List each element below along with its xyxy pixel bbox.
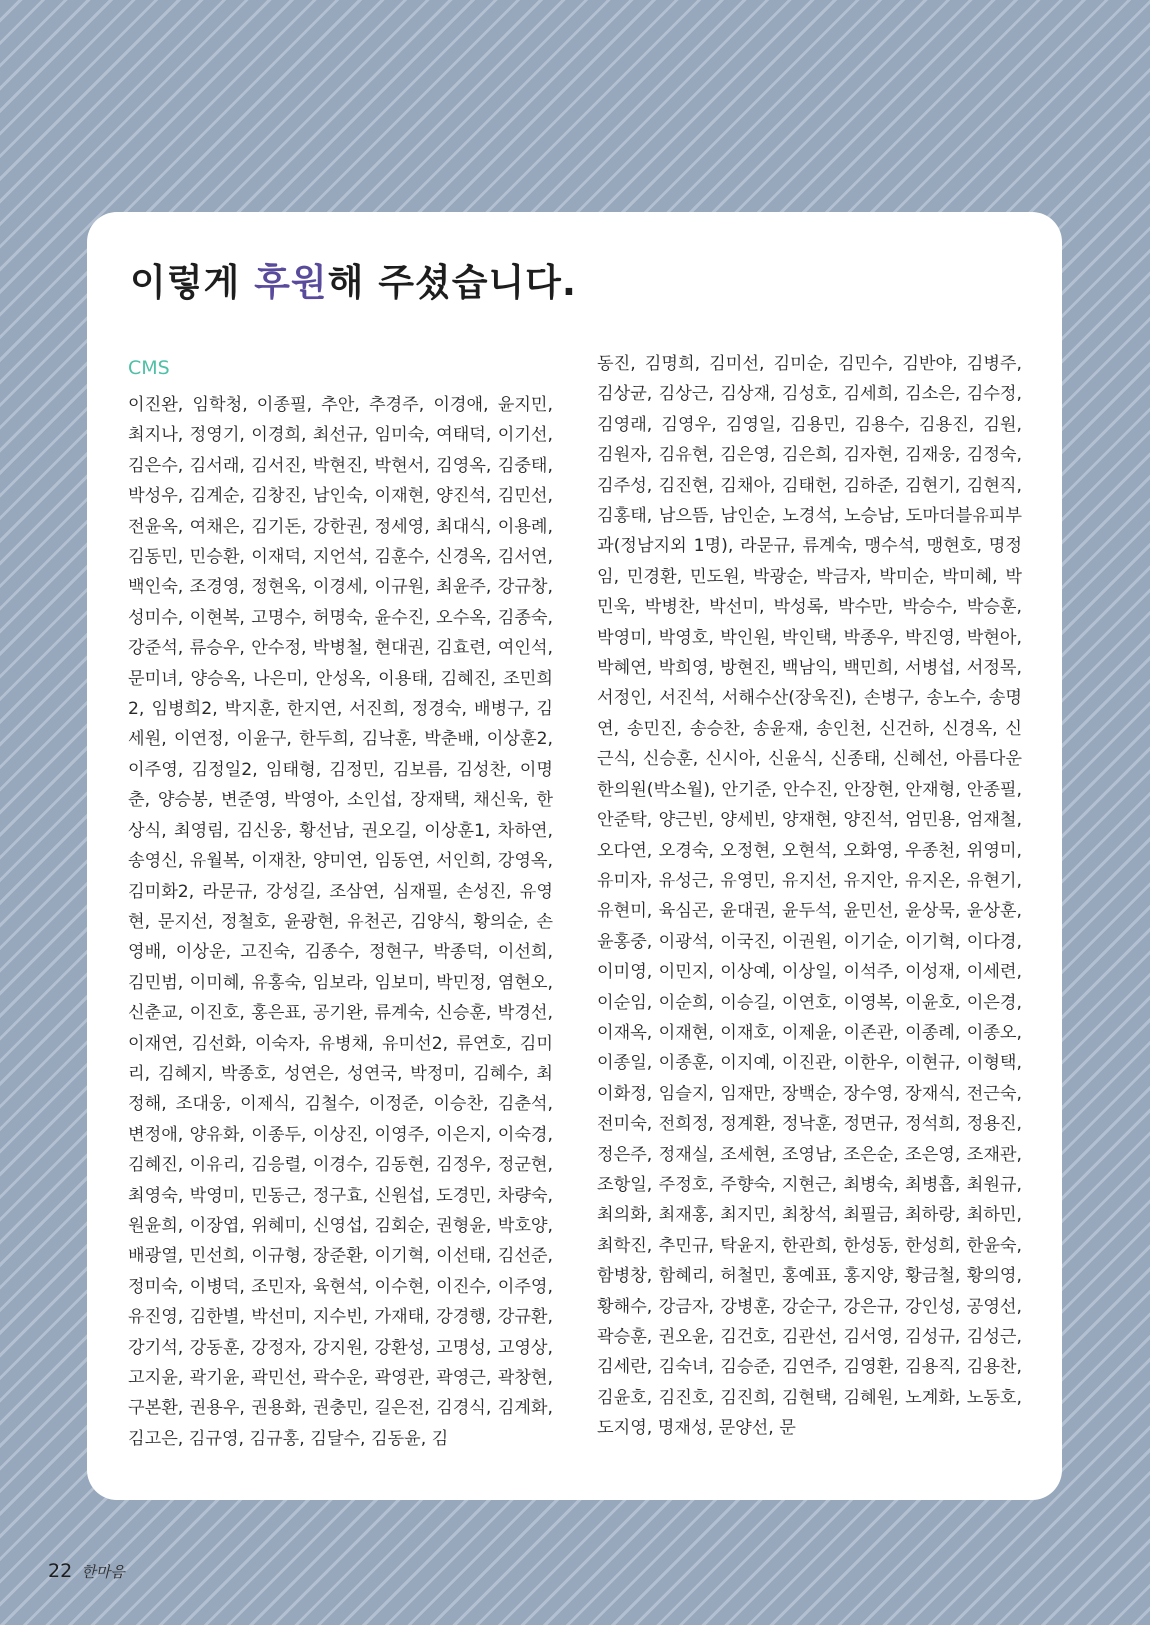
donor-column-left — [128, 352, 553, 1454]
page-number: 22 — [48, 1560, 73, 1582]
donor-list-card — [87, 212, 1062, 1500]
donor-names-left: 이진완, 임학청, 이종필, 추안, 추경주, 이경애, 윤지민, 최지나, 정영기, 이경희, 최선규, 임미숙, 여태덕, 이기선, 김은수, 김서래, 김서진, 박현진, 박현서, 김영옥, 김중태, 박성우, 김계순, 김창진, 남인숙, 이재현, 양진석, 김민선, 전윤옥, 여채은, 김기돈, 강한권, 정세영, 최대식, 이용례, 김동민, 민승환, 이재덕, 지언석, 김훈수, 신경옥, 김서연, 백인숙, 조경영, 정현옥, 이경세, 이규원, 최윤주, 강규창, 성미수, 이현복, 고명수, 허명숙, 윤수진, 오수옥, 김종숙, 강준석, 류승우, 안수정, 박병철, 현대권, 김효련, 여인석, 문미녀, 양승옥, 나은미, 안성옥, 이용태, 김혜진, 조민희2, 임병희2, 박지훈, 한지연, 서진희, 정경숙, 배병구, 김세원, 이연정, 이윤구, 한두희, 김낙훈, 박춘배, 이상훈2, 이주영, 김정일2, 임태형, 김정민, 김보름, 김성찬, 이명춘, 양승봉, 변준영, 박영아, 소인섭, 장재택, 채신욱, 한상식, 최영림, 김신웅, 황선남, 권오길, 이상훈1, 차하연, 송영신, 유월복, 이재찬, 양미연, 임동연, 서인희, 강영옥, 김미화2, 라문규, 강성길, 조삼연, 심재필, 손성진, 유영현, 문지선, 정철호, 윤광현, 유천곤, 김양식, 황의순, 손영배, 이상운, 고진숙, 김종수, 정현구, 박종덕, 이선희, 김민범, 이미혜, 유홍숙, 임보라, 임보미, 박민정, 염현오, 신춘교, 이진호, 홍은표, 공기완, 류계숙, 신승훈, 박경선, 이재연, 김선화, 이숙자, 유병채, 유미선2, 류연호, 김미리, 김혜지, 박종호, 성연은, 성연국, 박정미, 김혜수, 최정해, 조대웅, 이제식, 김철수, 이정준, 이승찬, 김춘석, 변정애, 양유화, 이종두, 이상진, 이영주, 이은지, 이숙경, 김혜진, 이유리, 김응렬, 이경수, 김동현, 김정우, 정군현, 최영숙, 박영미, 민동근, 정구효, 신원섭, 도경민, 차량숙, 원윤희, 이장엽, 위혜미, 신영섭, 김회순, 권형윤, 박호양, 배광열, 민선희, 이규형, 장준환, 이기혁, 이선태, 김선준, 정미숙, 이병덕, 조민자, 육현석, 이수현, 이진수, 이주영, 유진영, 김한별, 박선미, 지수빈, 가재태, 강경행, 강규환, 강기석, 강동훈, 강정자, 강지원, 강환성, 고명성, 고영상, 고지윤, 곽기윤, 곽민선, 곽수운, 곽영관, 곽영근, 곽창현, 구본환, 권용우, 권용화, 권충민, 길은전, 김경식, 김계화, 김고은, 김규영, 김규홍, 김달수, 김동윤, 김 — [128, 395, 553, 1449]
page-title — [130, 252, 577, 306]
title-text-before: 이렇게 — [130, 261, 255, 304]
magazine-logo: 한마음 — [81, 1563, 125, 1581]
title-text-after: 해 주셨습니다. — [327, 261, 577, 304]
page-footer — [48, 1560, 125, 1582]
section-label-cms: CMS — [128, 357, 170, 379]
donor-names-right: 동진, 김명희, 김미선, 김미순, 김민수, 김반야, 김병주, 김상균, 김상근, 김상재, 김성호, 김세희, 김소은, 김수정, 김영래, 김영우, 김영일, 김용민, 김용수, 김용진, 김원, 김원자, 김유현, 김은영, 김은희, 김자현, 김재웅, 김정숙, 김주성, 김진현, 김채아, 김태헌, 김하준, 김현기, 김현직, 김홍태, 남으뜸, 남인순, 노경석, 노승남, 도마더블유피부과(정남지외 1명), 라문규, 류계숙, 맹수석, 맹현호, 명정임, 민경환, 민도원, 박광순, 박금자, 박미순, 박미혜, 박민욱, 박병찬, 박선미, 박성록, 박수만, 박승수, 박승훈, 박영미, 박영호, 박인원, 박인택, 박종우, 박진영, 박현아, 박혜연, 박희영, 방현진, 백남익, 백민희, 서병섭, 서정목, 서정인, 서진석, 서해수산(장욱진), 손병구, 송노수, 송명연, 송민진, 송승찬, 송윤재, 송인천, 신건하, 신경옥, 신근식, 신승훈, 신시아, 신윤식, 신종태, 신혜선, 아름다운한의원(박소월), 안기준, 안수진, 안장현, 안재형, 안종필, 안준탁, 양근빈, 양세빈, 양재현, 양진석, 엄민용, 엄재철, 오다연, 오경숙, 오정현, 오현석, 오화영, 우종천, 위영미, 유미자, 유성근, 유영민, 유지선, 유지안, 유지온, 유현기, 유현미, 육심곤, 윤대권, 윤두석, 윤민선, 윤상묵, 윤상훈, 윤홍중, 이광석, 이국진, 이권원, 이기순, 이기혁, 이다경, 이미영, 이민지, 이상예, 이상일, 이석주, 이성재, 이세련, 이순임, 이순희, 이승길, 이연호, 이영복, 이윤호, 이은경, 이재옥, 이재현, 이재호, 이제윤, 이존관, 이종례, 이종오, 이종일, 이종훈, 이지예, 이진관, 이한우, 이현규, 이형택, 이화정, 임슬지, 임재만, 장백순, 장수영, 장재식, 전근숙, 전미숙, 전희정, 정계환, 정낙훈, 정면규, 정석희, 정용진, 정은주, 정재실, 조세현, 조영남, 조은순, 조은영, 조재관, 조항일, 주정호, 주향숙, 지현근, 최병숙, 최병흡, 최원규, 최의화, 최재홍, 최지민, 최창석, 최필금, 최하랑, 최하민, 최학진, 추민규, 탁윤지, 한관희, 한성동, 한성희, 한윤숙, 함병창, 함혜리, 허철민, 홍예표, 홍지양, 황금철, 황의영, 황해수, 강금자, 강병훈, 강순구, 강은규, 강인성, 공영선, 곽승훈, 권오윤, 김건호, 김관선, 김서영, 김성규, 김성근, 김세란, 김숙녀, 김승준, 김연주, 김영환, 김용직, 김용찬, 김윤호, 김진호, 김진희, 김현택, 김혜원, 노계화, 노동호, 도지영, 명재성, 문양선, 문 — [597, 354, 1022, 1439]
donor-column-right — [597, 349, 1022, 1444]
title-highlight: 후원 — [254, 261, 328, 304]
